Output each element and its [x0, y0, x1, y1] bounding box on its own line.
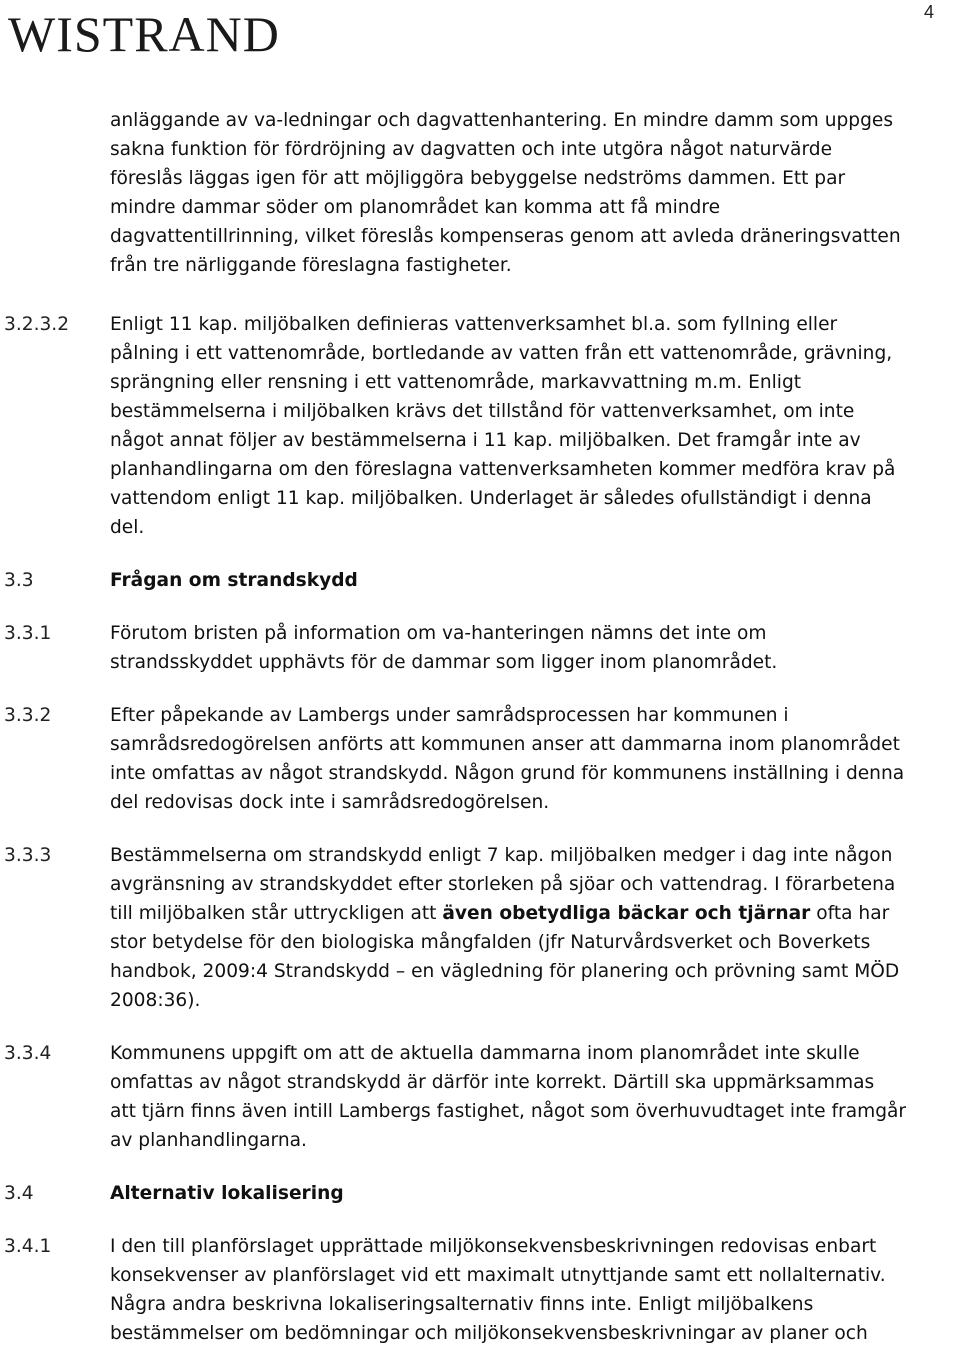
text-line: föreslås läggas igen för att möjliggöra bebyggelse nedströms dammen. Ett par [110, 168, 846, 189]
paragraph-3-2-3-2 [0, 310, 960, 542]
document-body [0, 106, 960, 1348]
section-heading-3-4 [0, 1179, 960, 1208]
text-line: I den till planförslaget upprättade miljökonsekvensbeskrivningen redovisas enbart [110, 1236, 877, 1257]
text-line: bestämmelser om bedömningar och miljökonsekvensbeskrivningar av planer och [110, 1323, 868, 1344]
text-line: sprängning eller rensning i ett vattenområde, markavvattning m.m. Enligt [110, 372, 802, 393]
text-line: planhandlingarna om den föreslagna vattenverksamheten kommer medföra krav på [110, 459, 896, 480]
page-number: 4 [924, 2, 935, 22]
text-line: inte omfattas av något strandskydd. Någon grund för kommunens inställning i denna [110, 763, 905, 784]
text-line: dagvattentillrinning, vilket föreslås kompenseras genom att avleda dräneringsvatten [110, 226, 901, 247]
section-number: 3.3.2 [4, 705, 52, 726]
section-number: 3.3 [4, 570, 34, 591]
text-line: pålning i ett vattenområde, bortledande av vatten från ett vattenområde, grävning, [110, 343, 893, 364]
section-number: 3.4.1 [4, 1236, 52, 1257]
paragraph-continuation [0, 106, 960, 280]
text-line: vattendom enligt 11 kap. miljöbalken. Underlaget är således ofullständigt i denna [110, 488, 872, 509]
text-line: stor betydelse för den biologiska mångfalden (jfr Naturvårdsverket och Boverkets [110, 932, 871, 953]
text-line: Enligt 11 kap. miljöbalken definieras vattenverksamhet bl.a. som fyllning eller [110, 314, 838, 335]
text-line: från tre närliggande föreslagna fastigheter. [110, 255, 512, 276]
paragraph-3-3-2 [0, 701, 960, 817]
text-line: handbok, 2009:4 Strandskydd – en vägledning för planering och prövning samt MÖD [110, 961, 900, 982]
section-number: 3.4 [4, 1183, 34, 1204]
text-line: att tjärn finns även intill Lambergs fastighet, något som överhuvudtaget inte framgår [110, 1101, 907, 1122]
paragraph-3-4-1 [0, 1232, 960, 1348]
text-line: bestämmelserna i miljöbalken krävs det tillstånd för vattenverksamhet, om inte [110, 401, 855, 422]
text-line: del. [110, 517, 145, 538]
emphasis-text: även obetydliga bäckar och tjärnar [442, 903, 811, 924]
section-number: 3.3.3 [4, 845, 52, 866]
text-line: avgränsning av strandskyddet efter storleken på sjöar och vattendrag. I förarbetena [110, 874, 896, 895]
text-line-with-emphasis [110, 899, 955, 928]
text-line: del redovisas dock inte i samrådsredogörelsen. [110, 792, 550, 813]
text-line: Bestämmelserna om strandskydd enligt 7 kap. miljöbalken medger i dag inte någon [110, 845, 893, 866]
company-logo: WISTRAND [8, 6, 280, 62]
paragraph-3-3-1 [0, 619, 960, 677]
text-line: strandsskyddet upphävts för de dammar som ligger inom planområdet. [110, 652, 778, 673]
text-line: något annat följer av bestämmelserna i 11 kap. miljöbalken. Det framgår inte av [110, 430, 861, 451]
paragraph-3-3-3 [0, 841, 960, 1015]
text-line: sakna funktion för fördröjning av dagvatten och inte utgöra något naturvärde [110, 139, 833, 160]
section-number: 3.2.3.2 [4, 314, 70, 335]
text-line: 2008:36). [110, 990, 201, 1011]
text-line: samrådsredogörelsen anförts att kommunen anser att dammarna inom planområdet [110, 734, 900, 755]
text-line: anläggande av va-ledningar och dagvattenhantering. En mindre damm som uppges [110, 110, 894, 131]
text-line: av planhandlingarna. [110, 1130, 307, 1151]
text-line: Några andra beskrivna lokaliseringsalternativ finns inte. Enligt miljöbalkens [110, 1294, 814, 1315]
text-line: konsekvenser av planförslaget vid ett maximalt utnyttjande samt ett nollalternativ. [110, 1265, 886, 1286]
section-number: 3.3.4 [4, 1043, 52, 1064]
paragraph-3-3-4 [0, 1039, 960, 1155]
section-heading: Frågan om strandskydd [110, 570, 358, 591]
text-segment: ofta har [810, 903, 890, 924]
text-segment: till miljöbalken står uttryckligen att [110, 903, 443, 924]
section-heading: Alternativ lokalisering [110, 1183, 344, 1204]
text-line: Förutom bristen på information om va-hanteringen nämns det inte om [110, 623, 767, 644]
text-line: Kommunens uppgift om att de aktuella dammarna inom planområdet inte skulle [110, 1043, 860, 1064]
text-line: mindre dammar söder om planområdet kan komma att få mindre [110, 197, 721, 218]
section-number: 3.3.1 [4, 623, 52, 644]
text-line: Efter påpekande av Lambergs under samrådsprocessen har kommunen i [110, 705, 789, 726]
section-heading-3-3 [0, 566, 960, 595]
text-line: omfattas av något strandskydd är därför inte korrekt. Därtill ska uppmärksammas [110, 1072, 875, 1093]
